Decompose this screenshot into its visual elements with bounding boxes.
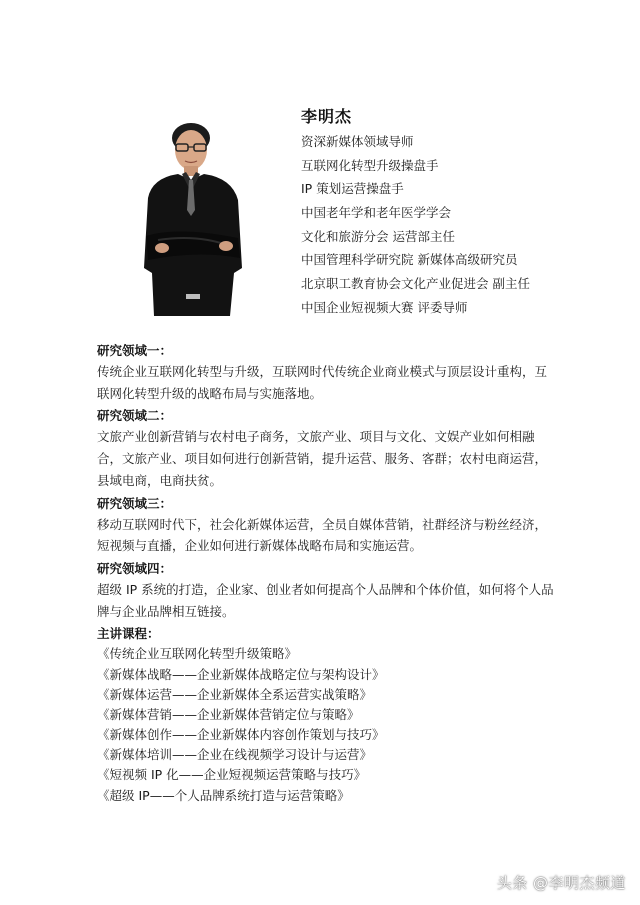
section-text: 移动互联网时代下，社会化新媒体运营，全员自媒体营销，社群经济与粉丝经济，短视频与直播，企业如何进行新媒体战略布局和实施运营。 xyxy=(97,516,548,554)
research-area-1 xyxy=(97,340,557,404)
course-list xyxy=(97,644,557,806)
title-item: 中国企业短视频大赛 评委导师 xyxy=(301,299,468,315)
courses-section xyxy=(97,623,557,806)
course-item: 《超级 IP——个人品牌系统打造与运营策略》 xyxy=(97,787,350,803)
research-area-4 xyxy=(97,558,557,622)
title-item: 资深新媒体领域导师 xyxy=(301,134,414,149)
course-item: 《新媒体运营——企业新媒体全系运营实战策略》 xyxy=(97,686,373,702)
person-name: 李明杰 xyxy=(301,107,353,126)
section-text: 文旅产业创新营销与农村电子商务，文旅产业、项目与文化、文娱产业如何相融合，文旅产业、项目如何进行创新营销，提升运营、服务、客群；农村电商运营，县域电商，电商扶贫。 xyxy=(97,429,548,488)
section-heading: 研究领域三： xyxy=(97,495,173,511)
course-item: 《新媒体战略——企业新媒体战略定位与架构设计》 xyxy=(97,666,385,682)
section-heading: 研究领域四： xyxy=(97,560,173,576)
research-area-3 xyxy=(97,493,557,557)
title-item: 北京职工教育协会文化产业促进会 副主任 xyxy=(301,276,530,292)
section-text: 超级 IP 系统的打造，企业家、创业者如何提高个人品牌和个体价值，如何将个人品牌与企业品牌相互链接。 xyxy=(97,581,554,619)
course-item: 《短视频 IP 化——企业短视频运营策略与技巧》 xyxy=(97,767,367,783)
course-item: 《新媒体创作——企业新媒体内容创作策划与技巧》 xyxy=(97,727,385,743)
title-item: 文化和旅游分会 运营部主任 xyxy=(301,228,455,244)
resume-body xyxy=(97,340,557,806)
section-heading: 研究领域二： xyxy=(97,408,173,424)
title-list xyxy=(301,130,530,320)
course-item: 《新媒体营销——企业新媒体营销定位与策略》 xyxy=(97,706,360,722)
section-text: 传统企业互联网化转型与升级，互联网时代传统企业商业模式与顶层设计重构，互联网化转型升级的战略布局与实施落地。 xyxy=(97,364,548,401)
source-watermark: 头条 @李明杰频道 xyxy=(496,874,626,892)
title-item: 中国老年学和老年医学学会 xyxy=(301,205,452,221)
title-item: 中国管理科学研究院 新媒体高级研究员 xyxy=(301,252,518,268)
title-item: IP 策划运营操盘手 xyxy=(301,181,404,197)
research-area-2 xyxy=(97,405,557,491)
title-item: 互联网化转型升级操盘手 xyxy=(301,157,439,173)
courses-heading: 主讲课程： xyxy=(97,626,160,642)
course-item: 《新媒体培训——企业在线视频学习设计与运营》 xyxy=(97,747,373,763)
portrait-photo xyxy=(138,118,250,316)
course-item: 《传统企业互联网化转型升级策略》 xyxy=(97,646,298,662)
section-heading: 研究领域一： xyxy=(97,343,173,358)
